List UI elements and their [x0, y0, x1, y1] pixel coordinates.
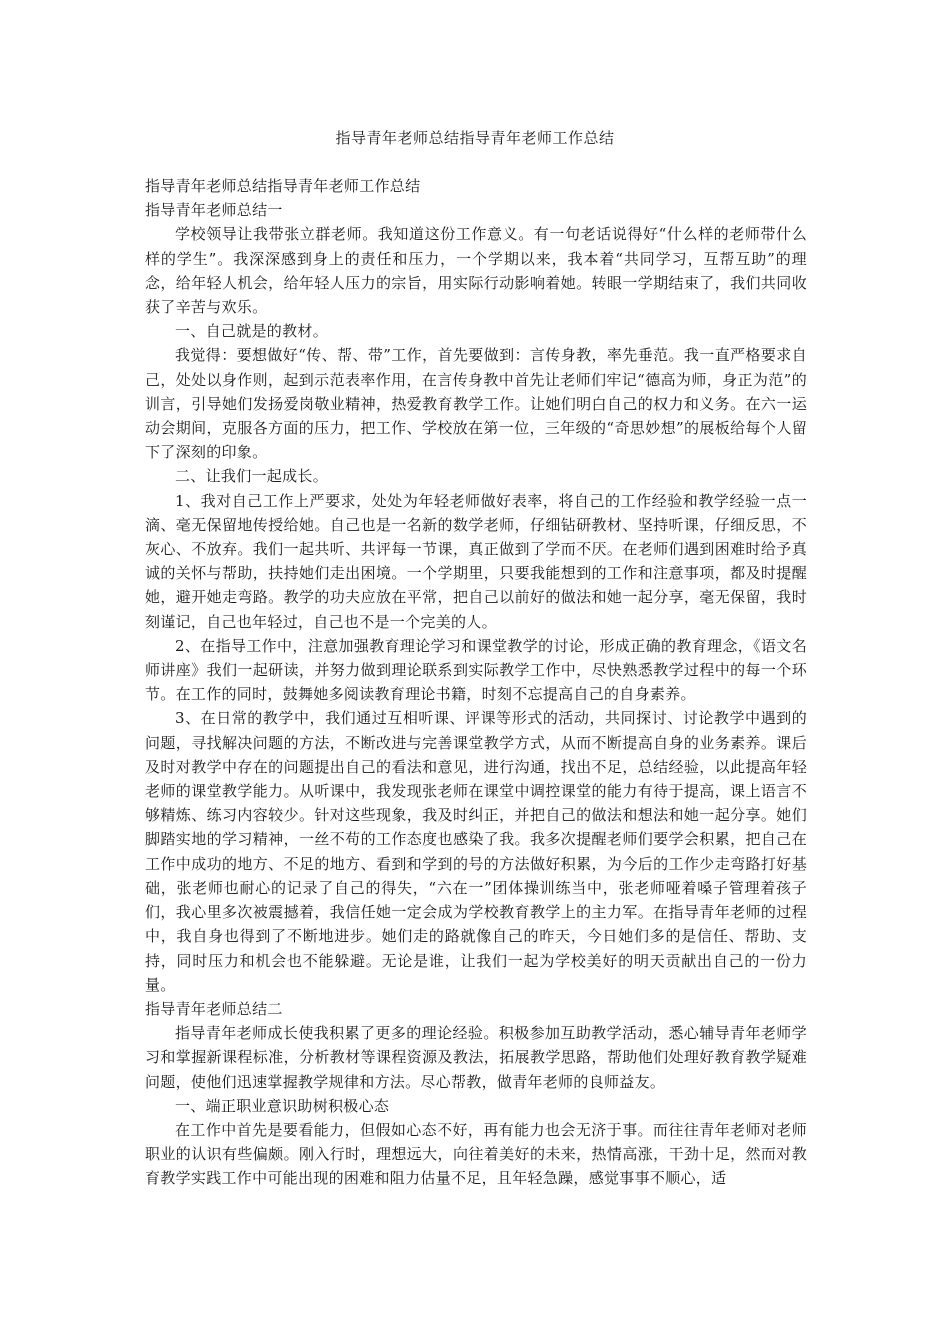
paragraph: 2、在指导工作中，注意加强教育理论学习和课堂教学的讨论，形成正确的教育理念，《语文名师讲座》我们一起研读，并努力做到理论联系到实际教学工作中，尽快熟悉教学过程中的每一个环节。在工作的同时，鼓舞她多阅读教育理论书籍，时刻不忘提高自己的自身素养。	[145, 636, 807, 704]
subheading: 一、自己就是的教材。	[175, 322, 329, 341]
paragraph: 3、在日常的教学中，我们通过互相听课、评课等形式的活动，共同探讨、讨论教学中遇到的问题，寻找解决问题的方法，不断改进与完善课堂教学方式，从而不断提高自身的业务素养。课后及时对教学中存在的问题提出自己的看法和意见，进行沟通，找出不足，总结经验，以此提高年轻老师的课堂教学能力。从听课中，我发现张老师在课堂中调控课堂的能力有待于提高，课上语言不够精炼、练习内容较少。针对这些现象，我及时纠正，并把自己的做法和想法和她一起分享。她们脚踏实地的学习精神，一丝不苟的工作态度也感染了我。我多次提醒老师们要学会积累，把自己在工作中成功的地方、不足的地方、看到和学到的号的方法做好积累，为今后的工作少走弯路打好基础，张老师也耐心的记录了自己的得失，“六在一”团体操训练当中，张老师哑着嗓子管理着孩子们，我心里多次被震撼着，我信任她一定会成为学校教育教学上的主力军。在指导青年老师的过程中，我自身也得到了不断地进步。她们走的路就像自己的昨天，今日她们多的是信任、帮助、支持，同时压力和机会也不能躲避。无论是谁，让我们一起为学校美好的明天贡献出自己的一份力量。	[145, 709, 807, 994]
paragraph: 指导青年老师成长使我积累了更多的理论经验。积极参加互助教学活动，悉心辅导青年老师学习和掌握新课程标准，分析教材等课程资源及教法，拓展教学思路，帮助他们处理好教育教学疑难问题，使他们迅速掌握教学规律和方法。尽心帮教，做青年老师的良师益友。	[145, 1024, 807, 1091]
paragraph: 在工作中首先是要看能力，但假如心态不好，再有能力也会无济于事。而往往青年老师对老师职业的认识有些偏颇。刚入行时，理想远大，向往着美好的未来，热情高涨，干劲十足，然而对教育教学实践工作中可能出现的困难和阻力估量不足，且年轻急躁，感觉事事不顺心，适	[145, 1120, 807, 1188]
paragraph: 学校领导让我带张立群老师。我知道这份工作意义。有一句老话说得好“什么样的老师带什么样的学生”。我深深感到身上的责任和压力，一个学期以来，我本着“共同学习，互帮互助”的理念，给年轻人机会，给年轻人压力的宗旨，用实际行动影响着她。转眼一学期结束了，我们共同收获了辛苦与欢乐。	[145, 225, 807, 317]
subheading: 二、让我们一起成长。	[175, 467, 329, 486]
document-title: 指导青年老师总结指导青年老师工作总结	[335, 129, 615, 147]
document-body	[145, 174, 807, 1191]
paragraph: 我觉得：要想做好“传、帮、带”工作，首先要做到：言传身教，率先垂范。我一直严格要求自己，处处以身作则，起到示范表率作用，在言传身教中首先让老师们牢记“德高为师，身正为范”的训言，引导她们发扬爱岗敬业精神，热爱教育教学工作。让她们明白自己的权力和义务。在六一运动会期间，克服各方面的压力，把工作、学校放在第一位，三年级的“奇思妙想”的展板给每个人留下了深刻的印象。	[145, 346, 807, 462]
subheading: 一、端正职业意识助树积极心态	[175, 1096, 390, 1115]
paragraph: 1、我对自己工作上严要求，处处为年轻老师做好表率，将自己的工作经验和教学经验一点一滴、毫无保留地传授给她。自己也是一名新的数学老师，仔细钻研教材、坚持听课，仔细反思，不灰心、不放弃。我们一起共听、共评每一节课，真正做到了学而不厌。在老师们遇到困难时给予真诚的关怀与帮助，扶持她们走出困境。一个学期里，只要我能想到的工作和注意事项，都及时提醒她，避开她走弯路。教学的功夫应放在平常，把自己以前好的做法和她一起分享，毫无保留，我时刻谨记，自己也年轻过，自己也不是一个完美的人。	[145, 491, 807, 631]
section-heading-one: 指导青年老师总结一	[145, 201, 283, 220]
body-heading: 指导青年老师总结指导青年老师工作总结	[145, 177, 421, 195]
section-heading-two: 指导青年老师总结二	[145, 999, 283, 1018]
